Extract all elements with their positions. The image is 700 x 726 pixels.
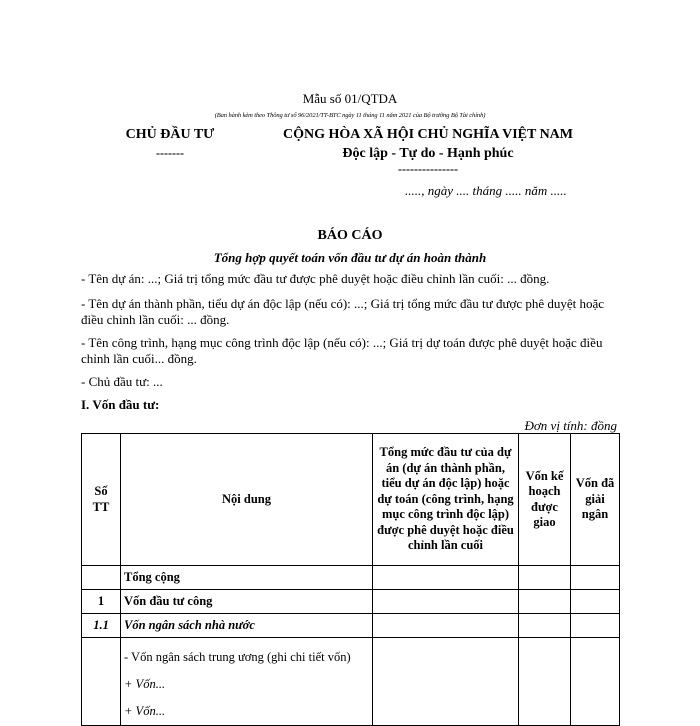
report-title: BÁO CÁO — [317, 228, 383, 243]
work-item-paragraph: - Tên công trình, hạng mục công trình độc lập (nếu có): ...; Giá trị dự toán được phê duyệt hoặc điều chỉnh lần cuối... đồng. — [81, 335, 603, 366]
table-row — [82, 566, 620, 590]
date-line: ....., ngày .... tháng ..... năm ..... — [405, 183, 567, 198]
investor-label: CHỦ ĐẦU TƯ — [125, 127, 215, 142]
form-code: Mẫu số 01/QTDA — [302, 91, 398, 106]
republic-name: CỘNG HÒA XÃ HỘI CHỦ NGHĨA VIỆT NAM — [282, 127, 573, 142]
row-no: 1.1 — [82, 614, 121, 638]
row-content: Vốn ngân sách nhà nước — [121, 614, 373, 638]
row-no — [82, 566, 121, 590]
table-row — [82, 638, 620, 726]
table-header-row — [82, 434, 620, 566]
investor-divider: ------- — [156, 146, 184, 160]
row-no: 1 — [82, 590, 121, 614]
header-content: Nội dung — [121, 434, 373, 566]
investor-paragraph: - Chủ đầu tư: ... — [81, 374, 163, 389]
capital-table — [81, 433, 620, 726]
section-heading: I. Vốn đầu tư: — [81, 397, 160, 412]
row-line: + Vốn... — [124, 677, 166, 691]
header-planned-capital: Vốn kế hoạch được giao — [519, 434, 571, 566]
report-subtitle: Tổng hợp quyết toán vốn đầu tư dự án hoàn thành — [213, 250, 487, 265]
motto-divider: --------------- — [398, 162, 458, 176]
sub-project-paragraph: - Tên dự án thành phần, tiểu dự án độc lập (nếu có): ...; Giá trị tổng mức đầu tư được phê duyệt hoặc điều chỉnh lần cuối: ... đồng. — [81, 296, 605, 327]
header-total-investment: Tổng mức đầu tư của dự án (dự án thành phần, tiểu dự án độc lập) hoặc dự toán (công trình, hạng mục công trình độc lập) được phê duyệt hoặc điều chỉnh lần cuối — [373, 434, 519, 566]
header-disbursed-capital: Vốn đã giải ngân — [571, 434, 620, 566]
national-motto: Độc lập - Tự do - Hạnh phúc — [342, 146, 514, 161]
row-no — [82, 638, 121, 726]
header-no: Số TT — [82, 434, 121, 566]
row-line: + Vốn... — [124, 704, 166, 718]
row-content: Tổng cộng — [121, 566, 373, 590]
row-content: Vốn đầu tư công — [121, 590, 373, 614]
legal-basis: (Ban hành kèm theo Thông tư số 96/2021/TT-BTC ngày 11 tháng 11 năm 2021 của Bộ trưởng Bộ Tài chính) — [214, 112, 486, 119]
table-row — [82, 590, 620, 614]
table-row — [82, 614, 620, 638]
row-line: - Vốn ngân sách trung ương (ghi chi tiết vốn) — [124, 650, 351, 664]
unit-label: Đơn vị tính: đồng — [524, 418, 617, 433]
project-name-paragraph: - Tên dự án: ...; Giá trị tổng mức đầu tư được phê duyệt hoặc điều chỉnh lần cuối: ... đồng. — [81, 271, 550, 286]
row-content — [121, 638, 373, 726]
